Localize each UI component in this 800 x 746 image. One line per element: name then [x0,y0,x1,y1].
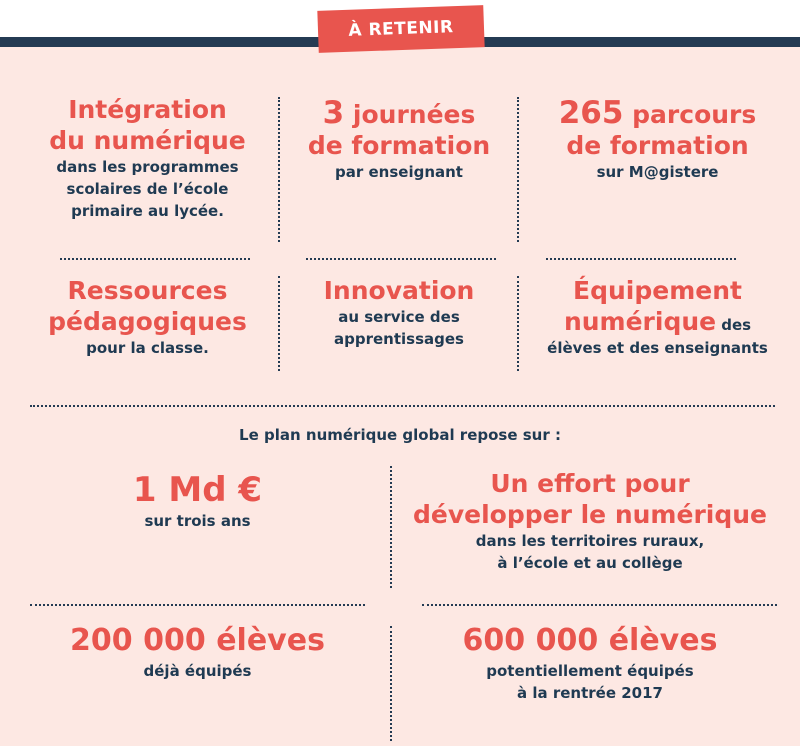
divider-v-r1-a [278,97,280,242]
effort-sub-1: dans les territoires ruraux, [475,532,705,550]
parcours-title-2: de formation [566,131,749,160]
divider-h-r3-b [422,604,777,606]
innovation-title: Innovation [323,276,475,305]
divider-h-full [30,405,775,407]
equipement-title-2: numérique [563,307,717,336]
eleves-600k-sub-2: à la rentrée 2017 [517,684,663,702]
ressources-cell [20,275,275,359]
plan-heading: Le plan numérique global repose sur : [239,426,561,444]
eleves-600k-unit: élèves [608,623,718,658]
innovation-sub-1: au service des [338,308,460,326]
journees-title-2: de formation [307,131,491,160]
effort-cell [400,468,780,574]
integration-title-1: Intégration [68,95,227,124]
eleves-200k-unit: élèves [216,623,325,658]
eleves-600k-number: 600 000 [462,623,599,658]
ressources-title-1: Ressources [67,276,228,305]
integration-title-2: du numérique [49,126,246,155]
journees-number: 3 [322,95,345,131]
retenir-badge: À RETENIR [317,5,484,53]
ressources-sub: pour la classe. [86,339,209,357]
journees-cell [288,95,510,183]
divider-v-r4 [390,626,392,741]
budget-cell [20,470,375,532]
parcours-cell [525,95,790,183]
effort-title-2: développer le numérique [412,500,767,529]
divider-v-r2-a [278,276,280,371]
budget-title: 1 Md € [132,470,263,510]
equipement-sub: élèves et des enseignants [547,339,768,357]
eleves-200k-cell [20,622,375,682]
effort-sub-2: à l’école et au collège [497,554,683,572]
eleves-600k-sub-1: potentiellement équipés [486,662,694,680]
integration-cell [20,94,275,222]
ressources-title-2: pédagogiques [48,307,247,336]
integration-sub-3: primaire au lycée. [71,202,224,220]
divider-h-r1-a [60,258,250,260]
parcours-title-1: parcours [632,100,757,129]
divider-v-r2-b [517,276,519,371]
eleves-200k-number: 200 000 [70,623,206,658]
journees-sub: par enseignant [335,163,463,181]
divider-h-r1-c [546,258,736,260]
eleves-200k-sub: déjà équipés [143,662,252,680]
equipement-cell [525,275,790,359]
innovation-sub-2: apprentissages [334,330,464,348]
budget-sub: sur trois ans [144,512,251,530]
equipement-title-1: Équipement [573,276,742,305]
equipement-title-suffix: des [721,316,752,334]
eleves-600k-cell [400,622,780,704]
divider-h-r3-a [30,604,365,606]
integration-sub-1: dans les programmes [56,158,239,176]
innovation-cell [288,275,510,350]
divider-v-r1-b [517,97,519,242]
parcours-sub: sur M@gistere [596,163,719,181]
divider-v-r3 [390,466,392,588]
divider-h-r1-b [306,258,496,260]
journees-title-1: journées [352,100,476,129]
integration-sub-2: scolaires de l’école [66,180,229,198]
effort-title-1: Un effort pour [490,469,690,498]
parcours-number: 265 [558,95,624,131]
